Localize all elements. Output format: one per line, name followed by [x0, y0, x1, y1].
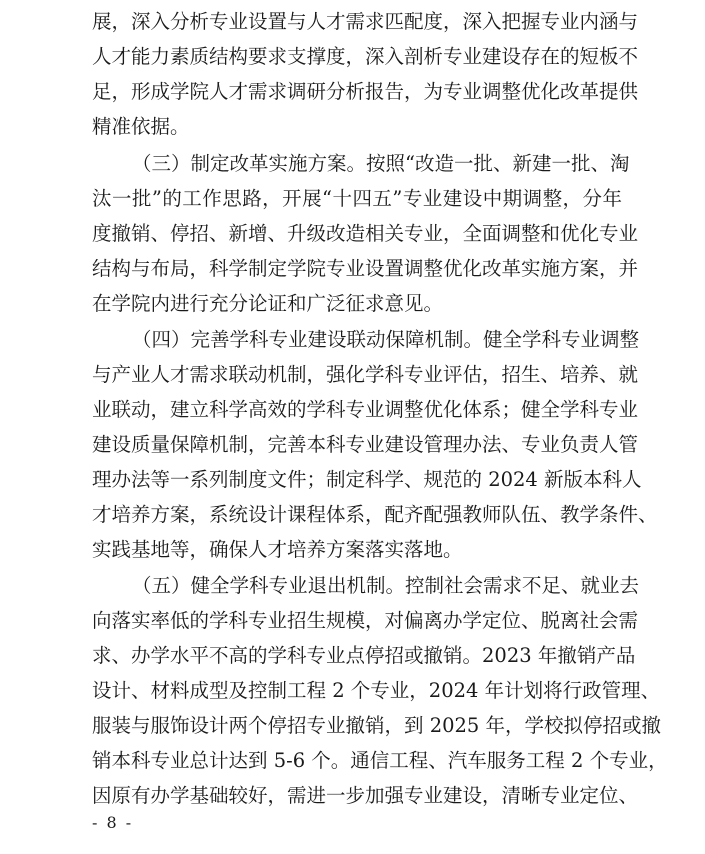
text-line: 足，形成学院人才需求调研分析报告，为专业调整优化改革提供	[92, 80, 639, 103]
text-line: 服装与服饰设计两个停招专业撤销，到 2025 年，学校拟停招或撤	[92, 714, 662, 737]
text-line: （三）制定改革实施方案。按照“改造一批、新建一批、淘	[132, 152, 630, 175]
text-line: 建设质量保障机制，完善本科专业建设管理办法、专业负责人管	[92, 433, 639, 456]
text-line: 精准依据。	[92, 115, 190, 138]
text-line: 与产业人才需求联动机制，强化学科专业评估，招生、培养、就	[92, 363, 639, 386]
text-line: （五）健全学科专业退出机制。控制社会需求不足、就业去	[132, 574, 640, 597]
text-line: 度撤销、停招、新增、升级改造相关专业，全面调整和优化专业	[92, 222, 639, 245]
text-line: 求、办学水平不高的学科专业点停招或撤销。2023 年撤销产品	[92, 644, 636, 667]
text-line: 理办法等一系列制度文件；制定科学、规范的 2024 新版本科人	[92, 468, 642, 491]
text-line: 实践基地等，确保人才培养方案落实落地。	[92, 538, 463, 561]
text-line: 向落实率低的学科专业招生规模，对偏离办学定位、脱离社会需	[92, 609, 639, 632]
text-line: 展，深入分析专业设置与人才需求匹配度，深入把握专业内涵与	[92, 10, 639, 33]
text-line: 结构与布局，科学制定学院专业设置调整优化改革实施方案，并	[92, 257, 639, 280]
text-line: 销本科专业总计达到 5-6 个。通信工程、汽车服务工程 2 个专业，	[92, 749, 668, 772]
text-line: （四）完善学科专业建设联动保障机制。健全学科专业调整	[132, 328, 640, 351]
text-line: 在学院内进行充分论证和广泛征求意见。	[92, 292, 444, 315]
text-line: 设计、材料成型及控制工程 2 个专业，2024 年计划将行政管理、	[92, 679, 661, 702]
text-line: 因原有办学基础较好，需进一步加强专业建设，清晰专业定位、	[92, 784, 639, 807]
text-line: 业联动，建立科学高效的学科专业调整优化体系；健全学科专业	[92, 398, 639, 421]
text-line: 汰一批”的工作思路，开展“十四五”专业建设中期调整，分年	[92, 187, 622, 210]
text-line: 人才能力素质结构要求支撑度，深入剖析专业建设存在的短板不	[92, 45, 639, 68]
text-line: 才培养方案，系统设计课程体系，配齐配强教师队伍、教学条件、	[92, 503, 658, 526]
page-number: - 8 -	[92, 813, 134, 832]
